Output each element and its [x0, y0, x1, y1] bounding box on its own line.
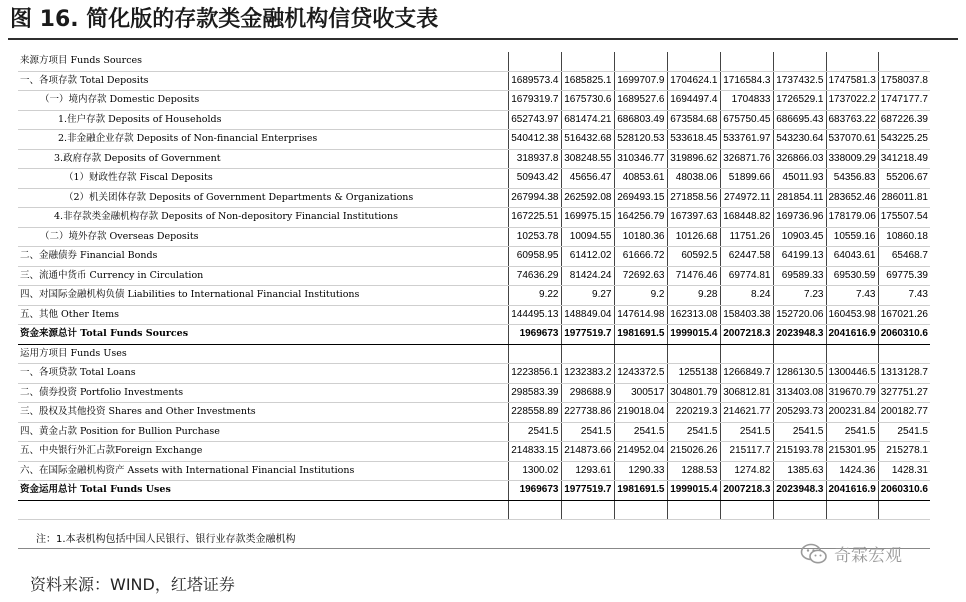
- row-label: 资金运用总计 Total Funds Uses: [18, 481, 508, 501]
- value-cell: 147614.98: [614, 305, 667, 325]
- value-cell: 215301.95: [826, 442, 878, 462]
- value-cell: 1981691.5: [614, 481, 667, 501]
- value-cell: 304801.79: [667, 383, 720, 403]
- value-cell: 308248.55: [561, 149, 614, 169]
- value-cell: 1274.82: [720, 461, 773, 481]
- value-cell: 306812.81: [720, 383, 773, 403]
- value-cell: 164256.79: [614, 208, 667, 228]
- value-cell: 219018.04: [614, 403, 667, 423]
- value-cell: 1726529.1: [773, 91, 826, 111]
- value-cell: 313403.08: [773, 383, 826, 403]
- value-cell: 175507.54: [878, 208, 930, 228]
- row-label: （1）财政性存款 Fiscal Deposits: [18, 169, 508, 189]
- value-cell: 2541.5: [614, 422, 667, 442]
- row-label: 三、流通中货币 Currency in Circulation: [18, 266, 508, 286]
- table-row: [18, 266, 930, 286]
- section-header: 运用方项目 Funds Uses: [18, 344, 508, 364]
- value-cell: 1977519.7: [561, 481, 614, 501]
- value-cell: 7.23: [773, 286, 826, 306]
- value-cell: 271858.56: [667, 188, 720, 208]
- value-cell: 60958.95: [508, 247, 561, 267]
- value-cell: 10860.18: [878, 227, 930, 247]
- value-cell: 1977519.7: [561, 325, 614, 345]
- value-cell: 2541.5: [878, 422, 930, 442]
- value-cell: 1716584.3: [720, 71, 773, 91]
- value-cell: 286011.81: [878, 188, 930, 208]
- value-cell: 1313128.7: [878, 364, 930, 384]
- value-cell: 327751.27: [878, 383, 930, 403]
- section-header: 来源方项目 Funds Sources: [18, 52, 508, 71]
- value-cell: 2023948.3: [773, 481, 826, 501]
- row-label: 四、黄金占款 Position for Bullion Purchase: [18, 422, 508, 442]
- value-cell: 686803.49: [614, 110, 667, 130]
- table-row: [18, 383, 930, 403]
- value-cell: 269493.15: [614, 188, 667, 208]
- value-cell: 2041616.9: [826, 325, 878, 345]
- empty-cell: [508, 52, 561, 71]
- value-cell: 281854.11: [773, 188, 826, 208]
- row-label: 二、金融债券 Financial Bonds: [18, 247, 508, 267]
- value-cell: 687226.39: [878, 110, 930, 130]
- value-cell: 215278.1: [878, 442, 930, 462]
- table-note: 注：1.本表机构包括中国人民银行、银行业存款类金融机构: [36, 534, 296, 545]
- empty-cell: [667, 344, 720, 364]
- value-cell: 1737432.5: [773, 71, 826, 91]
- value-cell: 2041616.9: [826, 481, 878, 501]
- credit-balance-sheet: [18, 52, 930, 520]
- value-cell: 7.43: [878, 286, 930, 306]
- value-cell: 2541.5: [826, 422, 878, 442]
- value-cell: 169736.96: [773, 208, 826, 228]
- value-cell: 45011.93: [773, 169, 826, 189]
- value-cell: 55206.67: [878, 169, 930, 189]
- value-cell: 537070.61: [826, 130, 878, 150]
- empty-cell: [720, 344, 773, 364]
- row-label: 4.非存款类金融机构存款 Deposits of Non-depository Financial Institutions: [18, 208, 508, 228]
- value-cell: 69530.59: [826, 266, 878, 286]
- value-cell: 1704833: [720, 91, 773, 111]
- table-row: [18, 247, 930, 267]
- value-cell: 2060310.6: [878, 325, 930, 345]
- value-cell: 1223856.1: [508, 364, 561, 384]
- row-label: 三、股权及其他投资 Shares and Other Investments: [18, 403, 508, 423]
- value-cell: 69774.81: [720, 266, 773, 286]
- value-cell: 528120.53: [614, 130, 667, 150]
- table-row: [18, 442, 930, 462]
- value-cell: 1424.36: [826, 461, 878, 481]
- value-cell: 50943.42: [508, 169, 561, 189]
- value-cell: 267994.38: [508, 188, 561, 208]
- row-label: 1.住户存款 Deposits of Households: [18, 110, 508, 130]
- empty-cell: [561, 344, 614, 364]
- value-cell: 1290.33: [614, 461, 667, 481]
- row-label: 五、其他 Other Items: [18, 305, 508, 325]
- credit-table: [18, 52, 930, 520]
- row-label: 五、中央银行外汇占款Foreign Exchange: [18, 442, 508, 462]
- table-row: [18, 130, 930, 150]
- value-cell: 10126.68: [667, 227, 720, 247]
- empty-cell: [614, 500, 667, 519]
- empty-cell: [614, 52, 667, 71]
- table-row: [18, 71, 930, 91]
- value-cell: 533618.45: [667, 130, 720, 150]
- value-cell: 2060310.6: [878, 481, 930, 501]
- value-cell: 69775.39: [878, 266, 930, 286]
- row-label: （一）境内存款 Domestic Deposits: [18, 91, 508, 111]
- value-cell: 54356.83: [826, 169, 878, 189]
- value-cell: 64199.13: [773, 247, 826, 267]
- value-cell: 71476.46: [667, 266, 720, 286]
- value-cell: 1981691.5: [614, 325, 667, 345]
- value-cell: 9.27: [561, 286, 614, 306]
- empty-cell: [614, 344, 667, 364]
- value-cell: 318937.8: [508, 149, 561, 169]
- value-cell: 215026.26: [667, 442, 720, 462]
- value-cell: 1999015.4: [667, 325, 720, 345]
- value-cell: 227738.86: [561, 403, 614, 423]
- watermark-text: 奇霖宏观: [834, 546, 902, 566]
- row-label: 2.非金融企业存款 Deposits of Non-financial Enterprises: [18, 130, 508, 150]
- value-cell: 1428.31: [878, 461, 930, 481]
- value-cell: 516432.68: [561, 130, 614, 150]
- value-cell: 169975.15: [561, 208, 614, 228]
- row-label: 四、对国际金融机构负债 Liabilities to International Financial Institutions: [18, 286, 508, 306]
- value-cell: 1694497.4: [667, 91, 720, 111]
- table-row: [18, 403, 930, 423]
- value-cell: 162313.08: [667, 305, 720, 325]
- row-label: 六、在国际金融机构资产 Assets with International Financial Institutions: [18, 461, 508, 481]
- table-row: [18, 461, 930, 481]
- row-label: 3.政府存款 Deposits of Government: [18, 149, 508, 169]
- value-cell: 228558.89: [508, 403, 561, 423]
- empty-cell: [878, 52, 930, 71]
- value-cell: 543230.64: [773, 130, 826, 150]
- title-divider: [8, 38, 958, 40]
- value-cell: 1286130.5: [773, 364, 826, 384]
- value-cell: 1293.61: [561, 461, 614, 481]
- value-cell: 200231.84: [826, 403, 878, 423]
- value-cell: 214833.15: [508, 442, 561, 462]
- empty-cell: [773, 344, 826, 364]
- table-row: [18, 149, 930, 169]
- value-cell: 681474.21: [561, 110, 614, 130]
- value-cell: 1969673: [508, 481, 561, 501]
- value-cell: 2541.5: [773, 422, 826, 442]
- value-cell: 65468.7: [878, 247, 930, 267]
- value-cell: 326866.03: [773, 149, 826, 169]
- table-row: [18, 188, 930, 208]
- value-cell: 1300.02: [508, 461, 561, 481]
- value-cell: 48038.06: [667, 169, 720, 189]
- value-cell: 2541.5: [667, 422, 720, 442]
- value-cell: 1704624.1: [667, 71, 720, 91]
- empty-cell: [826, 344, 878, 364]
- value-cell: 61666.72: [614, 247, 667, 267]
- value-cell: 298583.39: [508, 383, 561, 403]
- spacer-row: [18, 500, 930, 519]
- value-cell: 338009.29: [826, 149, 878, 169]
- value-cell: 215117.7: [720, 442, 773, 462]
- figure-title: 图 16. 简化版的存款类金融机构信贷收支表: [10, 7, 439, 32]
- value-cell: 158403.38: [720, 305, 773, 325]
- value-cell: 683763.22: [826, 110, 878, 130]
- value-cell: 543225.25: [878, 130, 930, 150]
- row-label: （2）机关团体存款 Deposits of Government Departments & Organizations: [18, 188, 508, 208]
- value-cell: 214952.04: [614, 442, 667, 462]
- empty-cell: [18, 500, 508, 519]
- table-row: [18, 110, 930, 130]
- row-label: 一、各项贷款 Total Loans: [18, 364, 508, 384]
- section-header-row: [18, 344, 930, 364]
- value-cell: 40853.61: [614, 169, 667, 189]
- value-cell: 319896.62: [667, 149, 720, 169]
- row-label: 二、债券投资 Portfolio Investments: [18, 383, 508, 403]
- empty-cell: [773, 500, 826, 519]
- value-cell: 10903.45: [773, 227, 826, 247]
- row-label: （二）境外存款 Overseas Deposits: [18, 227, 508, 247]
- table-row: [18, 91, 930, 111]
- empty-cell: [878, 344, 930, 364]
- empty-cell: [667, 52, 720, 71]
- value-cell: 1699707.9: [614, 71, 667, 91]
- empty-cell: [826, 52, 878, 71]
- value-cell: 60592.5: [667, 247, 720, 267]
- table-row: [18, 286, 930, 306]
- value-cell: 2023948.3: [773, 325, 826, 345]
- value-cell: 1232383.2: [561, 364, 614, 384]
- empty-cell: [667, 500, 720, 519]
- value-cell: 2541.5: [508, 422, 561, 442]
- value-cell: 1679319.7: [508, 91, 561, 111]
- value-cell: 652743.97: [508, 110, 561, 130]
- value-cell: 152720.06: [773, 305, 826, 325]
- empty-cell: [561, 500, 614, 519]
- value-cell: 1685825.1: [561, 71, 614, 91]
- value-cell: 1758037.8: [878, 71, 930, 91]
- table-row: [18, 227, 930, 247]
- value-cell: 1255138: [667, 364, 720, 384]
- value-cell: 160453.98: [826, 305, 878, 325]
- value-cell: 1300446.5: [826, 364, 878, 384]
- empty-cell: [508, 344, 561, 364]
- value-cell: 51899.66: [720, 169, 773, 189]
- value-cell: 274972.11: [720, 188, 773, 208]
- value-cell: 178179.06: [826, 208, 878, 228]
- wechat-icon: [800, 543, 828, 565]
- value-cell: 2541.5: [720, 422, 773, 442]
- value-cell: 675750.45: [720, 110, 773, 130]
- value-cell: 310346.77: [614, 149, 667, 169]
- value-cell: 10180.36: [614, 227, 667, 247]
- value-cell: 214621.77: [720, 403, 773, 423]
- empty-cell: [720, 500, 773, 519]
- value-cell: 9.22: [508, 286, 561, 306]
- value-cell: 686695.43: [773, 110, 826, 130]
- table-row: [18, 422, 930, 442]
- value-cell: 167225.51: [508, 208, 561, 228]
- value-cell: 1747177.7: [878, 91, 930, 111]
- value-cell: 1999015.4: [667, 481, 720, 501]
- table-row: [18, 208, 930, 228]
- table-row: [18, 364, 930, 384]
- value-cell: 215193.78: [773, 442, 826, 462]
- value-cell: 62447.58: [720, 247, 773, 267]
- value-cell: 9.2: [614, 286, 667, 306]
- value-cell: 283652.46: [826, 188, 878, 208]
- value-cell: 1288.53: [667, 461, 720, 481]
- empty-cell: [878, 500, 930, 519]
- value-cell: 1747581.3: [826, 71, 878, 91]
- value-cell: 1689573.4: [508, 71, 561, 91]
- value-cell: 1675730.6: [561, 91, 614, 111]
- total-row: [18, 325, 930, 345]
- value-cell: 673584.68: [667, 110, 720, 130]
- value-cell: 148849.04: [561, 305, 614, 325]
- empty-cell: [773, 52, 826, 71]
- value-cell: 9.28: [667, 286, 720, 306]
- value-cell: 300517: [614, 383, 667, 403]
- value-cell: 540412.38: [508, 130, 561, 150]
- value-cell: 61412.02: [561, 247, 614, 267]
- empty-cell: [561, 52, 614, 71]
- value-cell: 262592.08: [561, 188, 614, 208]
- value-cell: 2007218.3: [720, 481, 773, 501]
- value-cell: 11751.26: [720, 227, 773, 247]
- value-cell: 2007218.3: [720, 325, 773, 345]
- value-cell: 1689527.6: [614, 91, 667, 111]
- watermark: [800, 541, 902, 566]
- value-cell: 326871.76: [720, 149, 773, 169]
- value-cell: 220219.3: [667, 403, 720, 423]
- value-cell: 74636.29: [508, 266, 561, 286]
- empty-cell: [826, 500, 878, 519]
- value-cell: 319670.79: [826, 383, 878, 403]
- row-label: 资金来源总计 Total Funds Sources: [18, 325, 508, 345]
- value-cell: 10253.78: [508, 227, 561, 247]
- table-row: [18, 169, 930, 189]
- value-cell: 2541.5: [561, 422, 614, 442]
- value-cell: 144495.13: [508, 305, 561, 325]
- value-cell: 1969673: [508, 325, 561, 345]
- value-cell: 7.43: [826, 286, 878, 306]
- value-cell: 8.24: [720, 286, 773, 306]
- value-cell: 10094.55: [561, 227, 614, 247]
- empty-cell: [720, 52, 773, 71]
- value-cell: 72692.63: [614, 266, 667, 286]
- value-cell: 64043.61: [826, 247, 878, 267]
- value-cell: 168448.82: [720, 208, 773, 228]
- value-cell: 205293.73: [773, 403, 826, 423]
- value-cell: 214873.66: [561, 442, 614, 462]
- value-cell: 167021.26: [878, 305, 930, 325]
- value-cell: 533761.97: [720, 130, 773, 150]
- value-cell: 1385.63: [773, 461, 826, 481]
- value-cell: 81424.24: [561, 266, 614, 286]
- value-cell: 167397.63: [667, 208, 720, 228]
- value-cell: 10559.16: [826, 227, 878, 247]
- table-row: [18, 305, 930, 325]
- total-row: [18, 481, 930, 501]
- section-header-row: [18, 52, 930, 71]
- data-source: 资料来源：WIND，红塔证券: [30, 575, 235, 594]
- value-cell: 45656.47: [561, 169, 614, 189]
- value-cell: 298688.9: [561, 383, 614, 403]
- value-cell: 1737022.2: [826, 91, 878, 111]
- row-label: 一、各项存款 Total Deposits: [18, 71, 508, 91]
- note-divider: [18, 548, 930, 549]
- value-cell: 69589.33: [773, 266, 826, 286]
- value-cell: 200182.77: [878, 403, 930, 423]
- empty-cell: [508, 500, 561, 519]
- value-cell: 341218.49: [878, 149, 930, 169]
- value-cell: 1266849.7: [720, 364, 773, 384]
- value-cell: 1243372.5: [614, 364, 667, 384]
